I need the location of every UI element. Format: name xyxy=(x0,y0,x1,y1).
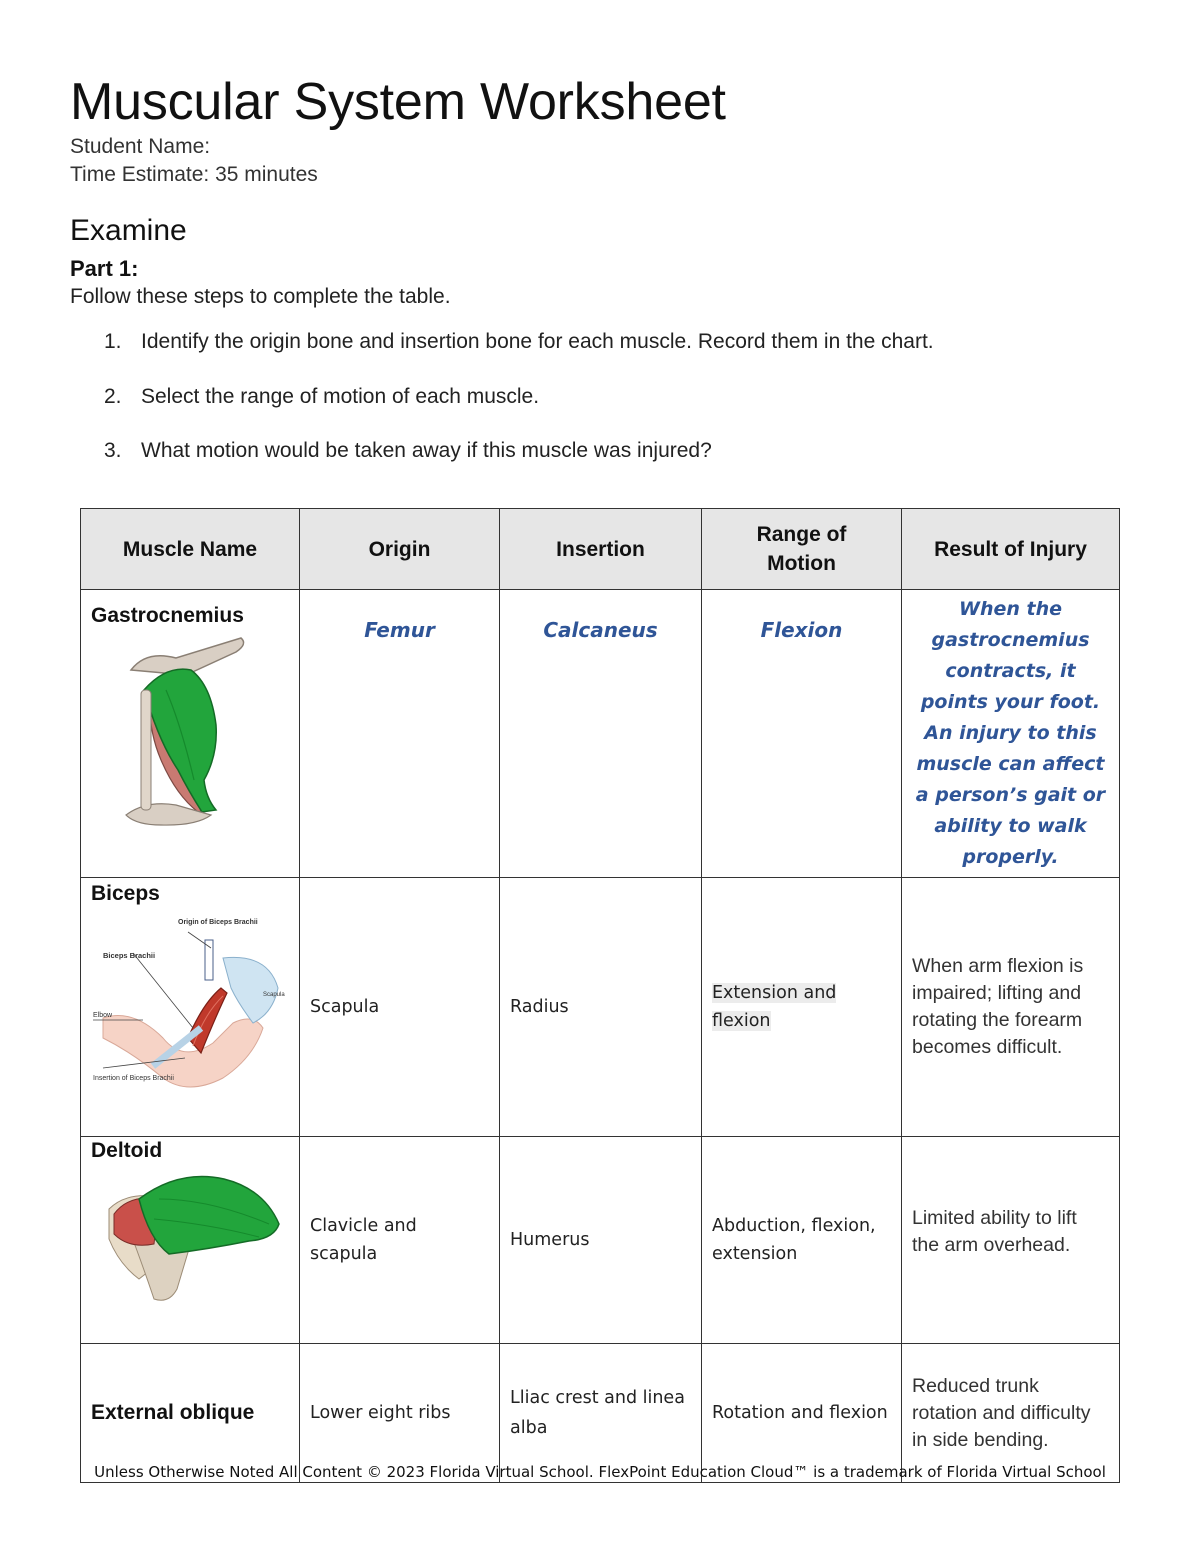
injury-cell xyxy=(902,590,1120,878)
injury-cell xyxy=(902,1137,1120,1344)
step-number: 2. xyxy=(104,384,122,408)
table-row xyxy=(81,878,1120,1137)
injury-value: Limited ability to lift the arm overhead. xyxy=(912,1207,1077,1256)
origin-value: Clavicle and scapula xyxy=(310,1216,417,1264)
step-item xyxy=(104,385,1104,440)
range-cell xyxy=(702,590,902,878)
insertion-value: Calcaneus xyxy=(543,618,658,642)
diagram-label-origin: Origin of Biceps Brachii xyxy=(178,919,258,926)
muscle-name: External oblique xyxy=(91,1401,255,1424)
muscle-cell xyxy=(81,878,300,1137)
origin-cell xyxy=(300,1137,500,1344)
origin-cell xyxy=(300,590,500,878)
origin-value: Femur xyxy=(364,618,435,642)
muscle-name: Deltoid xyxy=(91,1139,163,1162)
injury-value: When arm flexion is impaired; lifting and rotating the forearm becomes difficult. xyxy=(912,955,1084,1058)
step-text: What motion would be taken away if this muscle was injured? xyxy=(141,439,712,462)
steps-list xyxy=(104,330,1104,494)
muscle-table xyxy=(80,508,1120,1483)
student-name-label: Student Name: xyxy=(70,135,211,158)
header-insertion: Insertion xyxy=(500,509,702,590)
injury-cell xyxy=(902,878,1120,1137)
time-estimate: Time Estimate: 35 minutes xyxy=(70,163,318,186)
table-header-row xyxy=(81,509,1120,590)
range-wrapper xyxy=(702,979,901,1035)
diagram-label-scapula: Scapula xyxy=(263,992,285,998)
table-row xyxy=(81,590,1120,878)
insertion-value: Radius xyxy=(510,997,569,1017)
header-result-of-injury: Result of Injury xyxy=(902,509,1120,590)
header-muscle-name: Muscle Name xyxy=(81,509,300,590)
origin-value: Lower eight ribs xyxy=(310,1403,451,1423)
origin-cell xyxy=(300,878,500,1137)
diagram-label-elbow: Elbow xyxy=(93,1012,113,1019)
range-value: Abduction, flexion, extension xyxy=(712,1216,876,1264)
injury-value: When the gastrocnemius contracts, it points your foot. An injury to this muscle can affect a person’s gait or ability to walk properly. xyxy=(915,598,1106,868)
step-text: Identify the origin bone and insertion bone for each muscle. Record them in the chart. xyxy=(141,330,934,353)
insertion-value: Humerus xyxy=(510,1230,590,1250)
origin-value: Scapula xyxy=(310,997,380,1017)
header-range-of-motion: Range of Motion xyxy=(702,509,902,590)
range-value: Extension and flexion xyxy=(712,983,837,1031)
muscle-name: Biceps xyxy=(91,882,160,905)
step-number: 3. xyxy=(104,439,122,462)
step-item xyxy=(104,330,1104,385)
muscle-name: Gastrocnemius xyxy=(91,604,244,627)
muscle-cell xyxy=(81,1137,300,1344)
diagram-label-muscle: Biceps Brachii xyxy=(103,951,156,960)
muscle-cell xyxy=(81,1344,300,1483)
range-cell xyxy=(702,1137,902,1344)
intro-text: Follow these steps to complete the table. xyxy=(70,285,451,308)
insertion-value: Lliac crest and linea alba xyxy=(510,1388,685,1438)
insertion-cell xyxy=(500,1344,702,1483)
gastrocnemius-illustration xyxy=(106,630,306,830)
step-text: Select the range of motion of each muscle. xyxy=(141,384,540,408)
range-cell xyxy=(702,878,902,1137)
deltoid-illustration xyxy=(99,1169,289,1309)
step-number: 1. xyxy=(104,330,122,353)
step-item xyxy=(104,439,1104,494)
injury-cell xyxy=(902,1344,1120,1483)
section-heading: Examine xyxy=(70,214,187,247)
diagram-label-insertion: Insertion of Biceps Brachii xyxy=(93,1075,174,1082)
insertion-cell xyxy=(500,590,702,878)
part-label: Part 1: xyxy=(70,256,139,281)
range-cell xyxy=(702,1344,902,1483)
table-row xyxy=(81,1137,1120,1344)
origin-cell xyxy=(300,1344,500,1483)
insertion-cell xyxy=(500,878,702,1137)
table-row xyxy=(81,1344,1120,1483)
injury-value: Reduced trunk rotation and difficulty in side bending. xyxy=(912,1374,1091,1451)
range-value: Rotation and flexion xyxy=(712,1403,888,1423)
range-value: Flexion xyxy=(760,618,843,642)
page-title: Muscular System Worksheet xyxy=(70,73,726,131)
biceps-illustration xyxy=(93,918,298,1113)
insertion-cell xyxy=(500,1137,702,1344)
header-origin: Origin xyxy=(300,509,500,590)
footer-copyright: Unless Otherwise Noted All Content © 2023 Florida Virtual School. FlexPoint Education Cloud™ is a trademark of Florida Virtual School xyxy=(94,1463,1106,1481)
muscle-cell xyxy=(81,590,300,878)
